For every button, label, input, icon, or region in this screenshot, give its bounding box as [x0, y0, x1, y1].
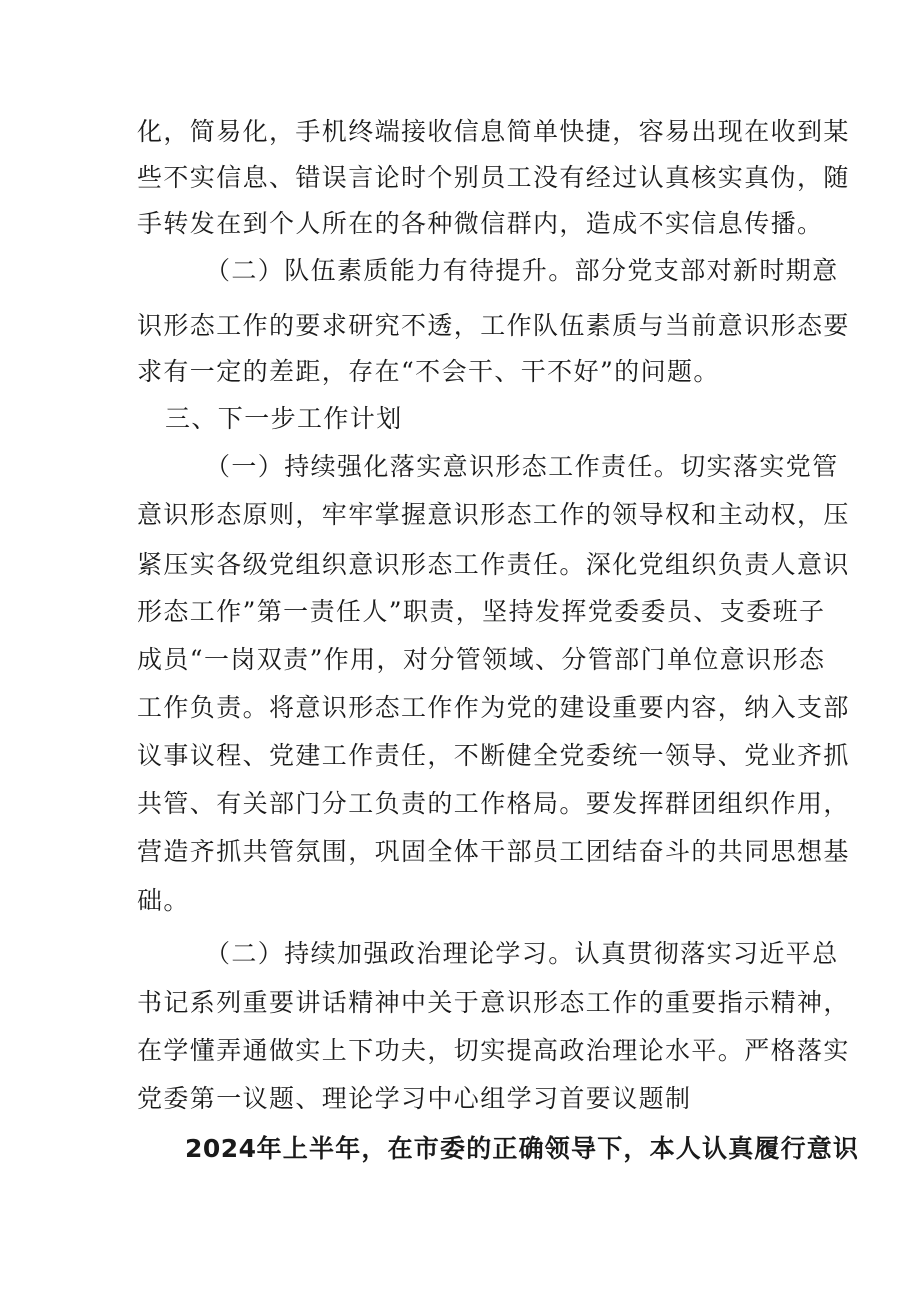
text-line: 紧压实各级党组织意识形态工作责任。深化党组织负责人意识: [137, 550, 850, 579]
text-line: 营造齐抓共管氛围，巩固全体干部员工团结奋斗的共同思想基: [137, 837, 850, 866]
text-line: 识形态工作的要求研究不透，工作队伍素质与当前意识形态要: [137, 311, 850, 340]
text-line: 础。: [137, 886, 190, 915]
text-line: 求有一定的差距，存在“不会干、干不好”的问题。: [137, 357, 720, 386]
text-line: 议事议程、党建工作责任，不断健全党委统一领导、党业齐抓: [137, 741, 850, 770]
text-line: 些不实信息、错误言论时个别员工没有经过认真核实真伪，随: [137, 163, 850, 192]
text-line: 共管、有关部门分工负责的工作格局。要发挥群团组织作用，: [137, 789, 850, 818]
text-line: 在学懂弄通做实上下功夫，切实提高政治理论水平。严格落实: [137, 1036, 850, 1065]
text-line: 成员“一岗双责”作用，对分管领域、分管部门单位意识形态: [137, 645, 826, 674]
text-line: 党委第一议题、理论学习中心组学习首要议题制: [137, 1084, 692, 1113]
text-line: 化，简易化，手机终端接收信息简单快捷，容易出现在收到某: [137, 117, 850, 146]
section-heading: 三、下一步工作计划: [165, 404, 403, 433]
text-line: 形态工作”第一责任人”职责，坚持发挥党委委员、支委班子: [137, 597, 826, 626]
text-line: 手转发在到个人所在的各种微信群内，造成不实信息传播。: [137, 209, 824, 238]
text-line: 工作负责。将意识形态工作作为党的建设重要内容，纳入支部: [137, 693, 850, 722]
text-line: 意识形态原则，牢牢掌握意识形态工作的领导权和主动权，压: [137, 500, 850, 529]
paragraph-start: （二）队伍素质能力有待提升。部分党支部对新时期意: [205, 256, 839, 285]
paragraph-start: （一）持续强化落实意识形态工作责任。切实落实党管: [205, 452, 839, 481]
text-line: 书记系列重要讲话精神中关于意识形态工作的重要指示精神，: [137, 988, 850, 1017]
year-number: 2024: [185, 1134, 257, 1163]
paragraph-start-bold: [185, 1134, 859, 1164]
paragraph-start: （二）持续加强政治理论学习。认真贯彻落实习近平总: [205, 939, 839, 968]
text-run: 年上半年，在市委的正确领导下，本人认真履行意识: [256, 1134, 860, 1163]
